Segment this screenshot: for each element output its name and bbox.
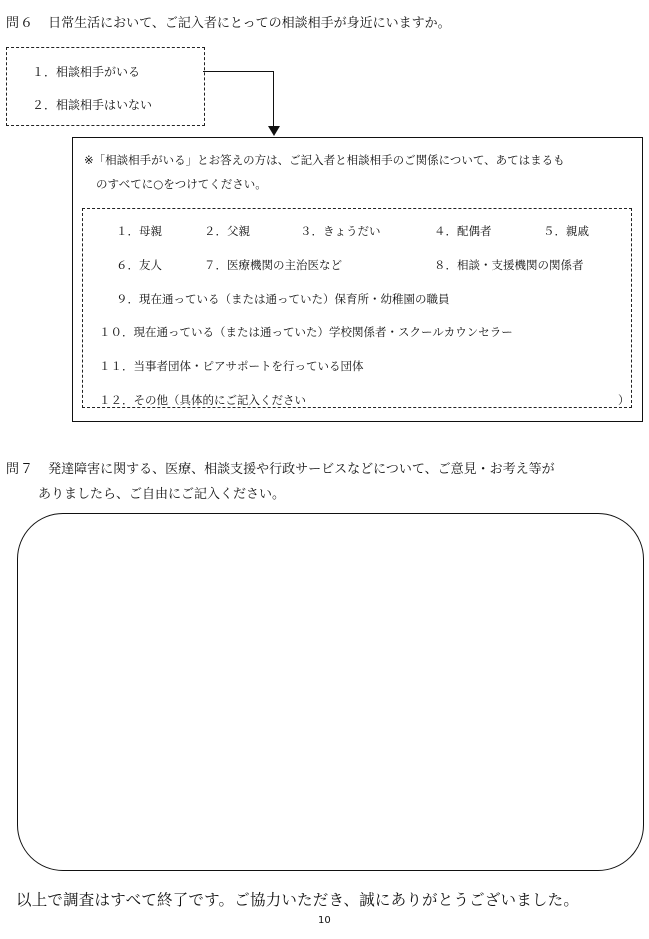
option-5[interactable]: ５．親戚 <box>543 224 589 238</box>
answer-option-1[interactable]: １．相談相手がいる <box>32 65 141 79</box>
option-12-close-paren: ） <box>618 393 630 407</box>
question-7-number: 問７ <box>6 462 35 477</box>
followup-note-line1: ※「相談相手がいる」とお答えの方は、ご記入者と相談相手のご関係について、あてはまるも <box>84 153 565 167</box>
followup-note-line2: のすべてに○をつけてください。 <box>96 177 267 191</box>
option-6[interactable]: ６．友人 <box>116 258 162 272</box>
option-7[interactable]: ７．医療機関の主治医など <box>204 258 342 272</box>
option-1[interactable]: １．母親 <box>116 224 162 238</box>
arrow-down-icon <box>268 126 280 136</box>
option-9[interactable]: ９．現在通っている（または通っていた）保育所・幼稚園の職員 <box>116 292 450 306</box>
connector-line <box>203 71 274 72</box>
closing-message: 以上で調査はすべて終了です。ご協力いただき、誠にありがとうございました。 <box>16 891 580 909</box>
question-7-heading <box>6 458 555 477</box>
option-4[interactable]: ４．配偶者 <box>434 224 492 238</box>
question-6-text: 日常生活において、ご記入者にとっての相談相手が身近にいますか。 <box>48 16 451 31</box>
free-response-box[interactable] <box>17 513 644 871</box>
question-7-text-line1: 発達障害に関する、医療、相談支援や行政サービスなどについて、ご意見・お考え等が <box>48 462 555 477</box>
question-6-answer-box <box>6 47 205 126</box>
question-7-text-line2: ありましたら、ご自由にご記入ください。 <box>38 487 286 502</box>
question-6-number: 問６ <box>6 16 35 31</box>
option-12[interactable]: １２．その他（具体的にご記入ください <box>99 393 306 407</box>
connector-line-vertical <box>273 71 274 126</box>
option-2[interactable]: ２．父親 <box>204 224 250 238</box>
option-3[interactable]: ３．きょうだい <box>300 224 381 238</box>
option-11[interactable]: １１．当事者団体・ピアサポートを行っている団体 <box>99 359 364 373</box>
question-6-heading <box>6 12 451 31</box>
option-10[interactable]: １０．現在通っている（または通っていた）学校関係者・スクールカウンセラー <box>99 325 513 339</box>
answer-option-2[interactable]: ２．相談相手はいない <box>32 98 153 112</box>
page-number: 10 <box>318 915 331 926</box>
option-8[interactable]: ８．相談・支援機関の関係者 <box>434 258 584 272</box>
